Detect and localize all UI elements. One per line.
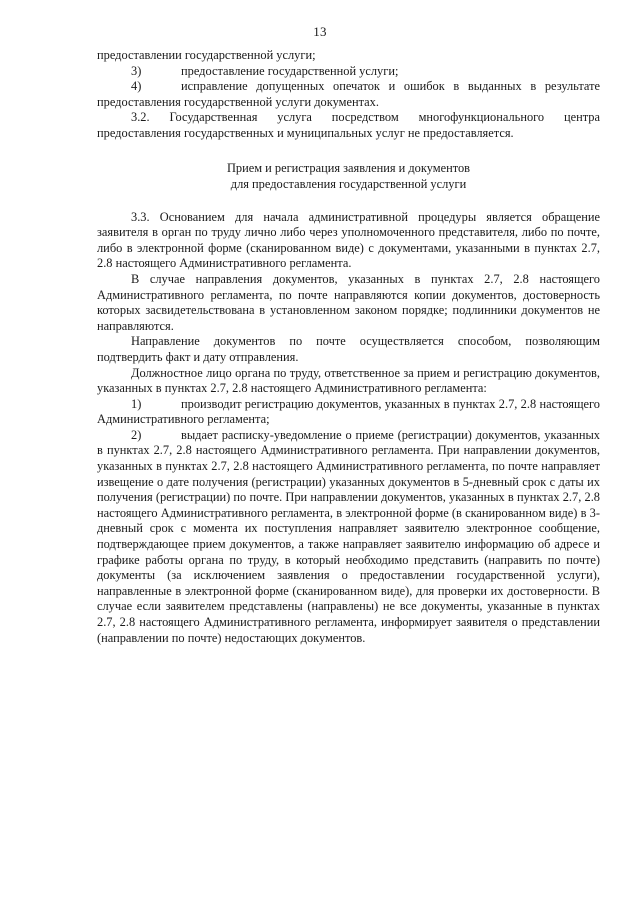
heading-line-1: Прием и регистрация заявления и документов [226,160,471,175]
list-item-3 [97,64,600,80]
paragraph-method: Направление документов по почте осуществляется способом, позволяющим подтвердить факт и дату отправления. [97,334,600,364]
list-number: 4) [131,79,142,94]
list-number: 3) [131,63,142,78]
sub-item-2 [97,428,600,646]
section-heading [97,160,600,192]
sub-item-1 [97,397,600,428]
paragraph-official: Должностное лицо органа по труду, ответственное за прием и регистрацию документов, указанных в пунктах 2.7, 2.8 настоящего Административного регламента: [97,365,600,396]
list-number: 1) [131,396,142,411]
list-text: производит регистрацию документов, указанных в пунктах 2.7, 2.8 настоящего Административного регламента; [97,396,600,427]
page-number: 13 [313,24,327,39]
list-item-4 [97,79,600,110]
paragraph-3-3: 3.3. Основанием для начала административной процедуры является обращение заявителя в орган по труду лично либо через уполномоченного представителя, либо по почте, либо в электронной форме (сканированном виде) с документами, указанными в пунктах 2.7, 2.8 настоящего Административного регламента. [97,209,600,271]
list-text: выдает расписку-уведомление о приеме (регистрации) документов, указанных в пунктах 2.7, 2.8 настоящего Административного регламента. При направлении документов, указанных в пунктах 2.7, 2.8 настоящего Административного регламента, по почте направляет извещение о дате получения (регистрации) указанных документов в 5-дневный срок с даты их получения (регистрации) по почте. При направлении документов, указанных в пунктах 2.7, 2.8 настоящего Административного регламента, в электронной форме (в сканированном виде) в 3-дневный срок с момента их поступления направляет заявителю электронное сообщение, подтверждающее прием документов, а также направляет заявителю информацию об адресе и графике работы органа по труду, в который необходимо представить (направить по почте) документы (за исключением заявления о предоставлении государственной услуги), направленные в электронной форме (сканированном виде), для проверки их достоверности. В случае если заявителем представлены (направлены) не все документы, указанные в пунктах 2.7, 2.8 настоящего Административного регламента, информирует заявителя о представлении (направлении по почте) недостающих документов. [97,427,600,645]
heading-line-2: для предоставления государственной услуги [230,176,467,191]
list-text: предоставление государственной услуги; [181,63,399,78]
list-text: исправление допущенных опечаток и ошибок в выданных в результате предоставления государственной услуги документах. [97,79,600,109]
list-number: 2) [131,427,142,442]
document-body [97,48,600,646]
paragraph-3-2: 3.2. Государственная услуга посредством многофункционального центра предоставления государственных и муниципальных услуг не предоставляется. [97,110,600,140]
continued-line: предоставлении государственной услуги; [97,48,316,62]
paragraph-mail: В случае направления документов, указанных в пунктах 2.7, 2.8 настоящего Административного регламента, по почте направляются копии документов, достоверность которых засвидетельствована в установленном законом порядке; подлинники документов не направляются. [97,271,600,333]
